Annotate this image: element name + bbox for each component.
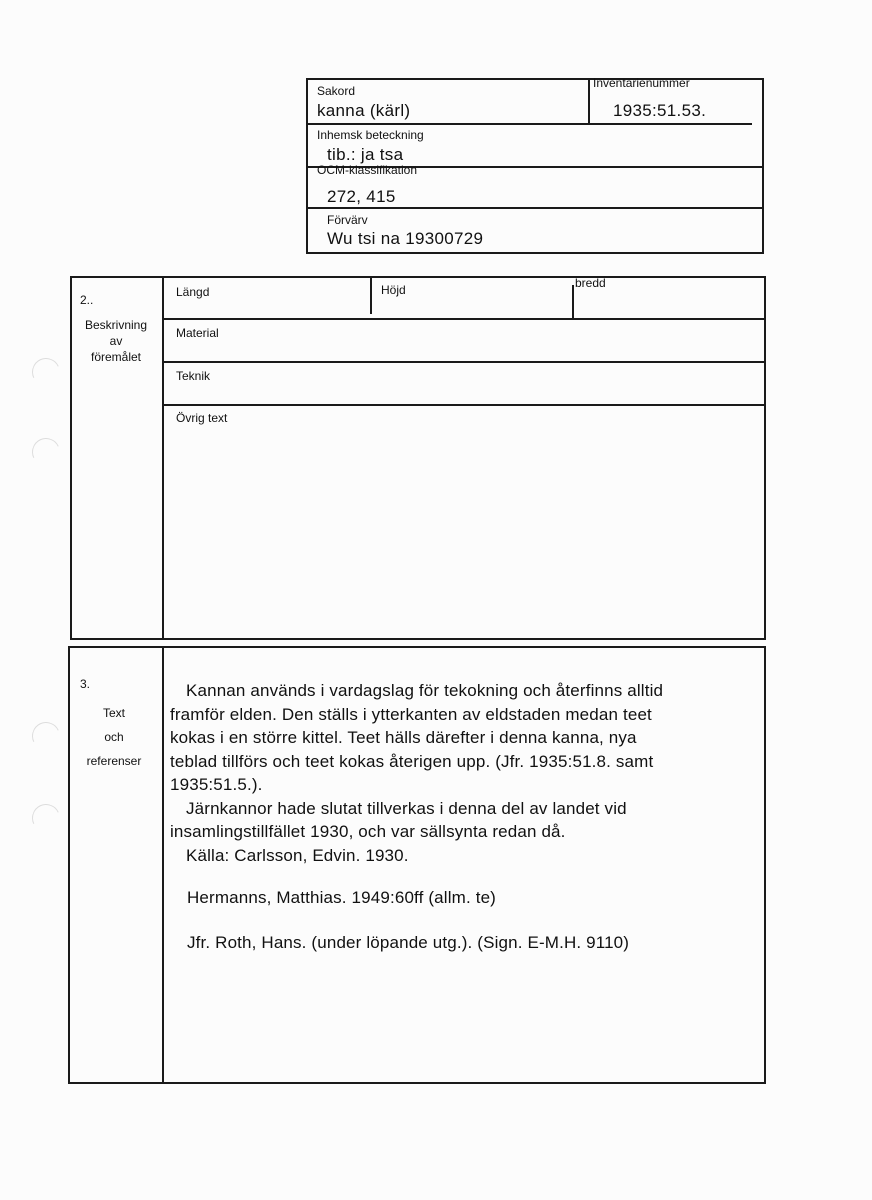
text-line: 1935:51.5.). <box>170 775 263 794</box>
inhemsk-beteckning-label: Inhemsk beteckning <box>317 128 424 142</box>
text-line: framför elden. Den ställs i ytterkanten av eldstaden medan teet <box>170 704 652 724</box>
field-divider <box>370 276 372 314</box>
field-divider <box>162 361 766 363</box>
field-divider <box>162 318 766 320</box>
section-title-line: och <box>104 730 124 744</box>
forvarv-value: Wu tsi na 19300729 <box>327 229 484 248</box>
description-text <box>170 679 663 867</box>
section-title-line: Beskrivning <box>84 318 148 332</box>
section-title <box>74 317 158 365</box>
ocm-klassifikation-label: OCM-klassifikation <box>317 163 418 177</box>
punch-hole <box>28 354 64 390</box>
text-line: Källa: Carlsson, Edvin. 1930. <box>186 845 409 865</box>
card-divider <box>588 78 590 124</box>
langd-label: Längd <box>176 285 210 299</box>
bredd-label: bredd <box>575 276 606 290</box>
reference-roth: Jfr. Roth, Hans. (under löpande utg.). (Sign. E-M.H. 9110) <box>187 933 630 952</box>
inhemsk-beteckning-value: tib.: ja tsa <box>327 145 404 164</box>
ocm-klassifikation-value: 272, 415 <box>327 187 396 206</box>
sakord-label: Sakord <box>317 84 356 98</box>
text-line: teblad tillförs och teet kokas återigen upp. (Jfr. 1935:51.8. samt <box>170 751 654 771</box>
section-title-line: referenser <box>86 754 142 768</box>
section-title-line: av <box>109 334 123 348</box>
card-divider <box>306 207 764 209</box>
section-number: 2.. <box>80 293 94 307</box>
inventarienummer-value: 1935:51.53. <box>613 101 707 120</box>
card-divider <box>306 123 752 125</box>
section-title <box>72 701 156 773</box>
sakord-value: kanna (kärl) <box>317 101 411 120</box>
forvarv-label: Förvärv <box>327 213 368 227</box>
field-divider <box>162 404 766 406</box>
section-number: 3. <box>80 677 91 691</box>
teknik-label: Teknik <box>176 369 211 383</box>
section-divider <box>162 276 164 640</box>
description-section <box>70 276 766 640</box>
punch-hole <box>28 434 64 470</box>
inventarienummer-label: Inventarienummer <box>593 76 690 90</box>
section-title-line: Text <box>102 706 125 720</box>
text-line: kokas i en större kittel. Teet hälls därefter i denna kanna, nya <box>170 728 637 747</box>
punch-hole <box>28 718 64 754</box>
section-divider <box>162 646 164 1084</box>
ovrig-text-label: Övrig text <box>176 411 228 425</box>
reference-hermanns: Hermanns, Matthias. 1949:60ff (allm. te) <box>187 888 496 907</box>
text-line: Järnkannor hade slutat tillverkas i denna del av landet vid <box>186 798 627 818</box>
text-line: Kannan används i vardagslag för tekokning och återfinns alltid <box>186 681 664 700</box>
punch-hole <box>28 800 64 836</box>
hojd-label: Höjd <box>381 283 406 297</box>
text-line: insamlingstillfället 1930, och var sällsynta redan då. <box>170 822 566 841</box>
field-divider <box>572 285 574 320</box>
section-title-line: föremålet <box>90 350 142 364</box>
material-label: Material <box>176 326 219 340</box>
